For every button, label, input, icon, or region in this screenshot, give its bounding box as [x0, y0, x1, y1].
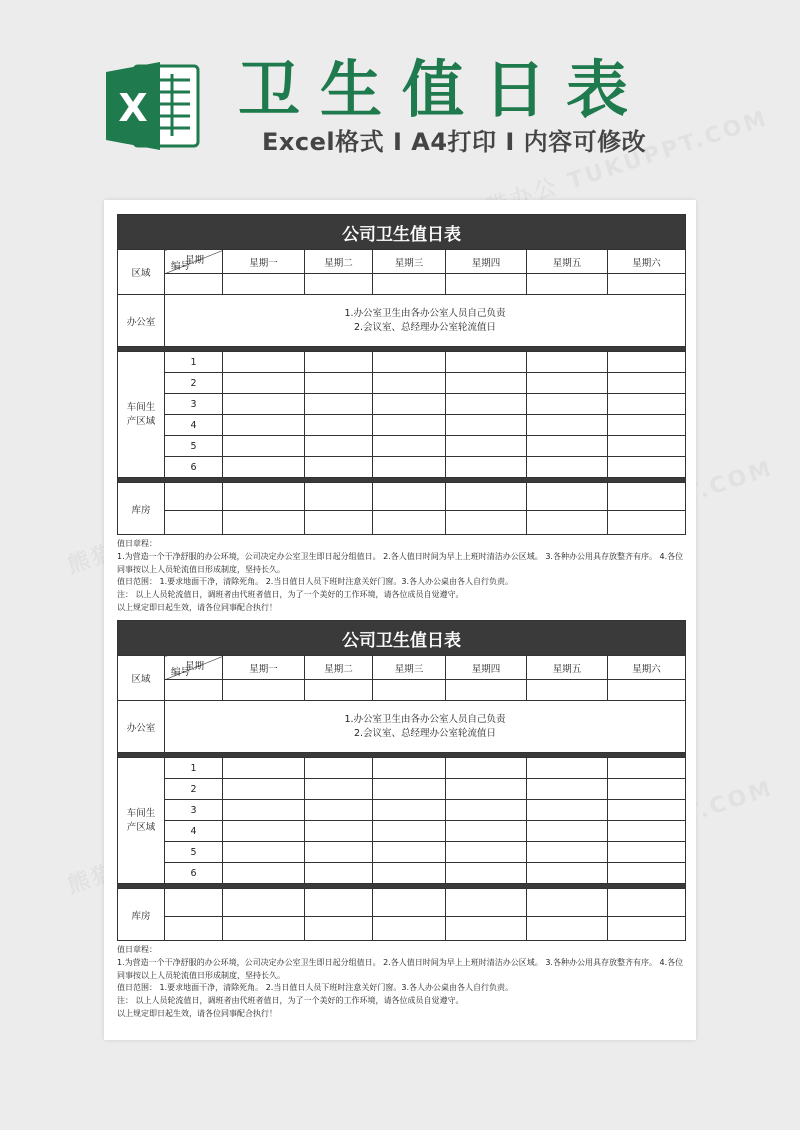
area-header: 区域	[118, 250, 165, 295]
empty-cell[interactable]	[165, 483, 223, 511]
storage-label: 库房	[118, 483, 165, 535]
row-number: 2	[165, 373, 223, 394]
duty-sheet	[117, 620, 685, 1021]
empty-cell[interactable]	[608, 889, 686, 917]
duty-cell[interactable]	[608, 373, 686, 394]
duty-cell[interactable]	[446, 842, 527, 863]
duty-cell[interactable]	[305, 863, 373, 884]
empty-cell[interactable]	[527, 917, 608, 941]
office-note-line: 1.办公室卫生由各办公室人员自己负责	[344, 307, 506, 319]
duty-cell[interactable]	[527, 758, 608, 779]
rule-line: 值日章程：	[117, 539, 157, 548]
duty-cell[interactable]	[223, 373, 305, 394]
day-header: 星期四	[446, 656, 527, 680]
duty-cell[interactable]	[527, 394, 608, 415]
duty-cell[interactable]	[305, 842, 373, 863]
duty-cell[interactable]	[373, 863, 446, 884]
row-number: 2	[165, 779, 223, 800]
diag-number-label: 编号	[171, 261, 191, 272]
duty-cell[interactable]	[373, 457, 446, 478]
rule-line: 注： 以上人员轮流值日，调班者由代班者值日，为了一个美好的工作环境，请各位成员自觉遵守。	[117, 590, 464, 600]
duty-cell[interactable]	[446, 415, 527, 436]
duty-cell[interactable]	[608, 821, 686, 842]
day-header: 星期一	[223, 656, 305, 680]
duty-cell[interactable]	[223, 394, 305, 415]
duty-cell[interactable]	[223, 821, 305, 842]
empty-cell[interactable]	[223, 889, 305, 917]
duty-cell[interactable]	[527, 457, 608, 478]
day-header: 星期五	[527, 656, 608, 680]
day-header: 星期四	[446, 250, 527, 274]
empty-cell[interactable]	[373, 483, 446, 511]
diagonal-header	[165, 250, 223, 274]
workshop-rows	[118, 352, 686, 478]
duty-cell[interactable]	[608, 394, 686, 415]
row-number: 4	[165, 821, 223, 842]
duty-cell[interactable]	[223, 415, 305, 436]
duty-cell[interactable]	[608, 415, 686, 436]
duty-cell[interactable]	[373, 779, 446, 800]
area-header: 区域	[118, 656, 165, 701]
duty-cell[interactable]	[527, 842, 608, 863]
duty-cell[interactable]	[446, 457, 527, 478]
row-number: 3	[165, 800, 223, 821]
duty-cell[interactable]	[446, 779, 527, 800]
empty-cell[interactable]	[305, 680, 373, 701]
duty-cell[interactable]	[608, 457, 686, 478]
duty-cell[interactable]	[305, 457, 373, 478]
diag-weekday-label: 星期	[184, 661, 204, 672]
duty-cell[interactable]	[223, 758, 305, 779]
day-header: 星期二	[305, 656, 373, 680]
duty-cell[interactable]	[527, 821, 608, 842]
duty-cell[interactable]	[446, 373, 527, 394]
duty-rules	[117, 538, 685, 615]
duty-cell[interactable]	[305, 800, 373, 821]
duty-cell[interactable]	[223, 352, 305, 373]
empty-cell[interactable]	[305, 917, 373, 941]
duty-cell[interactable]	[223, 779, 305, 800]
duty-cell[interactable]	[373, 800, 446, 821]
empty-cell[interactable]	[305, 483, 373, 511]
empty-cell[interactable]	[527, 511, 608, 535]
duty-cell[interactable]	[446, 436, 527, 457]
duty-cell[interactable]	[527, 863, 608, 884]
duty-cell[interactable]	[305, 415, 373, 436]
duty-cell[interactable]	[305, 758, 373, 779]
duty-cell[interactable]	[446, 758, 527, 779]
empty-cell[interactable]	[608, 274, 686, 295]
duty-cell[interactable]	[305, 373, 373, 394]
empty-cell[interactable]	[305, 511, 373, 535]
sheet-title: 公司卫生值日表	[118, 215, 686, 250]
duty-cell[interactable]	[608, 758, 686, 779]
duty-cell[interactable]	[446, 821, 527, 842]
empty-cell[interactable]	[165, 274, 223, 295]
day-header: 星期六	[608, 656, 686, 680]
duty-cell[interactable]	[223, 800, 305, 821]
office-notes	[165, 701, 686, 753]
empty-cell[interactable]	[608, 483, 686, 511]
duty-cell[interactable]	[527, 373, 608, 394]
day-header: 星期三	[373, 250, 446, 274]
row-number: 6	[165, 457, 223, 478]
row-number: 4	[165, 415, 223, 436]
duty-cell[interactable]	[608, 842, 686, 863]
office-notes	[165, 295, 686, 347]
duty-cell[interactable]	[527, 436, 608, 457]
empty-cell[interactable]	[373, 917, 446, 941]
workshop-label: 车间生产区域	[118, 352, 165, 478]
rule-line: 值日章程：	[117, 945, 157, 954]
duty-cell[interactable]	[608, 352, 686, 373]
duty-table	[117, 214, 686, 535]
row-number: 3	[165, 394, 223, 415]
page-title: 卫生值日表	[238, 53, 649, 126]
row-number: 6	[165, 863, 223, 884]
empty-cell[interactable]	[165, 680, 223, 701]
empty-cell[interactable]	[608, 917, 686, 941]
empty-cell[interactable]	[527, 889, 608, 917]
workshop-label: 车间生产区域	[118, 758, 165, 884]
duty-cell[interactable]	[373, 352, 446, 373]
duty-cell[interactable]	[305, 394, 373, 415]
excel-logo-letter: X	[118, 86, 148, 130]
empty-cell[interactable]	[446, 680, 527, 701]
empty-cell[interactable]	[527, 680, 608, 701]
empty-cell[interactable]	[165, 889, 223, 917]
empty-cell[interactable]	[446, 917, 527, 941]
day-header: 星期五	[527, 250, 608, 274]
empty-cell[interactable]	[165, 917, 223, 941]
duty-cell[interactable]	[223, 863, 305, 884]
rule-line: 以上规定即日起生效，请各位同事配合执行！	[117, 1008, 277, 1018]
office-label: 办公室	[118, 295, 165, 347]
duty-cell[interactable]	[608, 779, 686, 800]
duty-cell[interactable]	[373, 821, 446, 842]
duty-cell[interactable]	[608, 800, 686, 821]
empty-cell[interactable]	[446, 511, 527, 535]
duty-cell[interactable]	[223, 436, 305, 457]
rule-line: 值日范围： 1.要求地面干净，清除死角。 2.当日值日人员下班时注意关好门窗。3.各人办公桌由各人自行负责。	[117, 983, 513, 993]
duty-cell[interactable]	[373, 436, 446, 457]
diag-weekday-label: 星期	[184, 255, 204, 266]
excel-logo-icon	[104, 58, 202, 154]
empty-cell[interactable]	[446, 483, 527, 511]
sheet-title: 公司卫生值日表	[118, 621, 686, 656]
office-note-line: 1.办公室卫生由各办公室人员自己负责	[344, 713, 506, 725]
duty-cell[interactable]	[446, 863, 527, 884]
rule-line: 1.为营造一个干净舒服的办公环境，公司决定办公室卫生即日起分组值日。 2.各人值日时间为早上上班时清洁办公区域。 3.各种办公用具存放整齐有序。 4.各位	[117, 551, 684, 561]
duty-cell[interactable]	[305, 779, 373, 800]
duty-cell[interactable]	[373, 842, 446, 863]
duty-sheet	[117, 214, 685, 615]
empty-cell[interactable]	[223, 483, 305, 511]
rule-line: 同事按以上人员轮流值日形成制度，坚持长久。	[117, 564, 285, 574]
empty-cell[interactable]	[223, 274, 305, 295]
row-number: 5	[165, 842, 223, 863]
duty-rules	[117, 944, 685, 1021]
empty-cell[interactable]	[446, 274, 527, 295]
empty-cell[interactable]	[373, 680, 446, 701]
duty-cell[interactable]	[305, 436, 373, 457]
empty-cell[interactable]	[446, 889, 527, 917]
rule-line: 以上规定即日起生效，请各位同事配合执行！	[117, 602, 277, 612]
rule-line: 同事按以上人员轮流值日形成制度，坚持长久。	[117, 970, 285, 980]
duty-table	[117, 620, 686, 941]
day-header: 星期三	[373, 656, 446, 680]
duty-cell[interactable]	[446, 394, 527, 415]
duty-cell[interactable]	[373, 373, 446, 394]
duty-cell[interactable]	[373, 758, 446, 779]
empty-cell[interactable]	[373, 889, 446, 917]
diag-number-label: 编号	[171, 667, 191, 678]
duty-cell[interactable]	[527, 415, 608, 436]
storage-label: 库房	[118, 889, 165, 941]
rule-line: 注： 以上人员轮流值日，调班者由代班者值日，为了一个美好的工作环境，请各位成员自觉遵守。	[117, 996, 464, 1006]
office-note-line: 2.会议室、总经理办公室轮流值日	[353, 321, 497, 333]
duty-cell[interactable]	[305, 821, 373, 842]
duty-cell[interactable]	[527, 800, 608, 821]
diagonal-header	[165, 656, 223, 680]
duty-cell[interactable]	[446, 800, 527, 821]
empty-cell[interactable]	[305, 274, 373, 295]
empty-cell[interactable]	[373, 274, 446, 295]
empty-cell[interactable]	[223, 917, 305, 941]
empty-cell[interactable]	[527, 483, 608, 511]
empty-cell[interactable]	[373, 511, 446, 535]
duty-cell[interactable]	[527, 779, 608, 800]
duty-cell[interactable]	[608, 436, 686, 457]
duty-cell[interactable]	[305, 352, 373, 373]
day-header: 星期一	[223, 250, 305, 274]
duty-cell[interactable]	[223, 457, 305, 478]
duty-cell[interactable]	[373, 394, 446, 415]
empty-cell[interactable]	[223, 680, 305, 701]
empty-cell[interactable]	[608, 511, 686, 535]
page-subtitle: Excel格式 I A4打印 I 内容可修改	[262, 128, 647, 156]
day-header: 星期二	[305, 250, 373, 274]
duty-cell[interactable]	[373, 415, 446, 436]
day-header: 星期六	[608, 250, 686, 274]
row-number: 1	[165, 352, 223, 373]
duty-cell[interactable]	[223, 842, 305, 863]
empty-cell[interactable]	[608, 680, 686, 701]
row-number: 1	[165, 758, 223, 779]
row-number: 5	[165, 436, 223, 457]
rule-line: 值日范围： 1.要求地面干净，清除死角。 2.当日值日人员下班时注意关好门窗。3.各人办公桌由各人自行负责。	[117, 577, 513, 587]
duty-cell[interactable]	[527, 352, 608, 373]
paper-sheet	[104, 200, 696, 1040]
office-note-line: 2.会议室、总经理办公室轮流值日	[353, 727, 497, 739]
empty-cell[interactable]	[305, 889, 373, 917]
rule-line: 1.为营造一个干净舒服的办公环境，公司决定办公室卫生即日起分组值日。 2.各人值日时间为早上上班时清洁办公区域。 3.各种办公用具存放整齐有序。 4.各位	[117, 957, 684, 967]
duty-cell[interactable]	[608, 863, 686, 884]
workshop-rows	[118, 758, 686, 884]
duty-cell[interactable]	[446, 352, 527, 373]
empty-cell[interactable]	[527, 274, 608, 295]
office-label: 办公室	[118, 701, 165, 753]
empty-cell[interactable]	[165, 511, 223, 535]
empty-cell[interactable]	[223, 511, 305, 535]
